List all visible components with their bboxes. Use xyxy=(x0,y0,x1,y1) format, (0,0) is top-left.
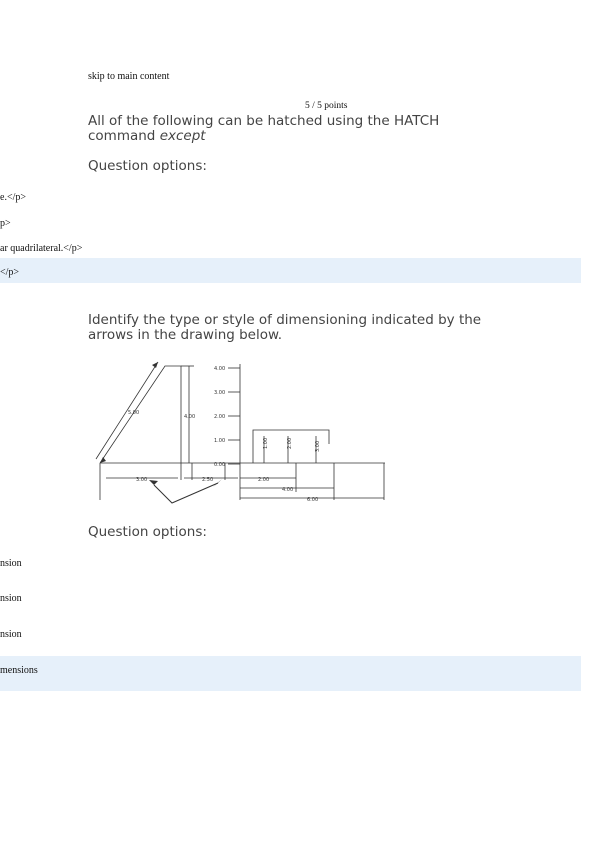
points-score: 5 / 5 points xyxy=(305,101,348,111)
question-1-option-4-row[interactable] xyxy=(0,258,581,283)
question-1-option-1[interactable]: e.</p> xyxy=(0,192,26,203)
question-2-option-4[interactable]: mensions xyxy=(0,665,38,676)
question-2-option-2[interactable]: nsion xyxy=(0,593,22,604)
base-label: 3.00 xyxy=(136,477,148,483)
height-label: 4.00 xyxy=(184,414,196,420)
question-1-text-main: All of the following can be hatched using the HATCH command xyxy=(88,113,440,144)
question-2-options-label: Question options: xyxy=(88,524,207,540)
question-1-option-3[interactable]: ar quadrilateral.</p> xyxy=(0,243,83,254)
ordinate-label-0: 0.00 xyxy=(214,462,226,468)
question-1-text-emphasis: except xyxy=(159,128,206,144)
question-2-option-3[interactable]: nsion xyxy=(0,629,22,640)
ordinate-label-3: 3.00 xyxy=(214,390,226,396)
ordinate-label-2: 2.00 xyxy=(214,414,226,420)
base-dim-label-3: 6.00 xyxy=(307,497,319,503)
gap-label: 2.50 xyxy=(202,477,214,483)
question-1-option-2[interactable]: p> xyxy=(0,218,11,229)
ordinate-x-label-3: 3.00 xyxy=(315,440,321,452)
question-2-text: Identify the type or style of dimensioning indicated by the arrows in the drawing below. xyxy=(88,312,482,343)
question-2-option-1[interactable]: nsion xyxy=(0,558,22,569)
ordinate-x-label-1: 1.00 xyxy=(263,437,269,449)
ordinate-label-1: 1.00 xyxy=(214,438,226,444)
ordinate-label-4: 4.00 xyxy=(214,366,226,372)
base-dim-label-1: 2.00 xyxy=(258,477,270,483)
dimensioning-drawing-svg xyxy=(88,356,388,506)
base-dim-label-2: 4.00 xyxy=(282,487,294,493)
triangle-outline xyxy=(100,366,181,463)
hypotenuse-label: 5.00 xyxy=(128,410,140,416)
question-2-option-4-row[interactable] xyxy=(0,656,581,691)
dimensioning-drawing xyxy=(88,356,388,511)
question-1-option-4[interactable]: </p> xyxy=(0,267,20,278)
pointer-arrowhead-left xyxy=(149,480,158,485)
question-1-text xyxy=(88,114,508,144)
pointer-arrowhead-right xyxy=(213,479,222,487)
skip-to-main-content-link[interactable]: skip to main content xyxy=(88,71,170,82)
hypotenuse-dimension-line xyxy=(96,362,158,459)
ordinate-x-label-2: 2.00 xyxy=(287,437,293,449)
question-1-options-label: Question options: xyxy=(88,158,207,174)
